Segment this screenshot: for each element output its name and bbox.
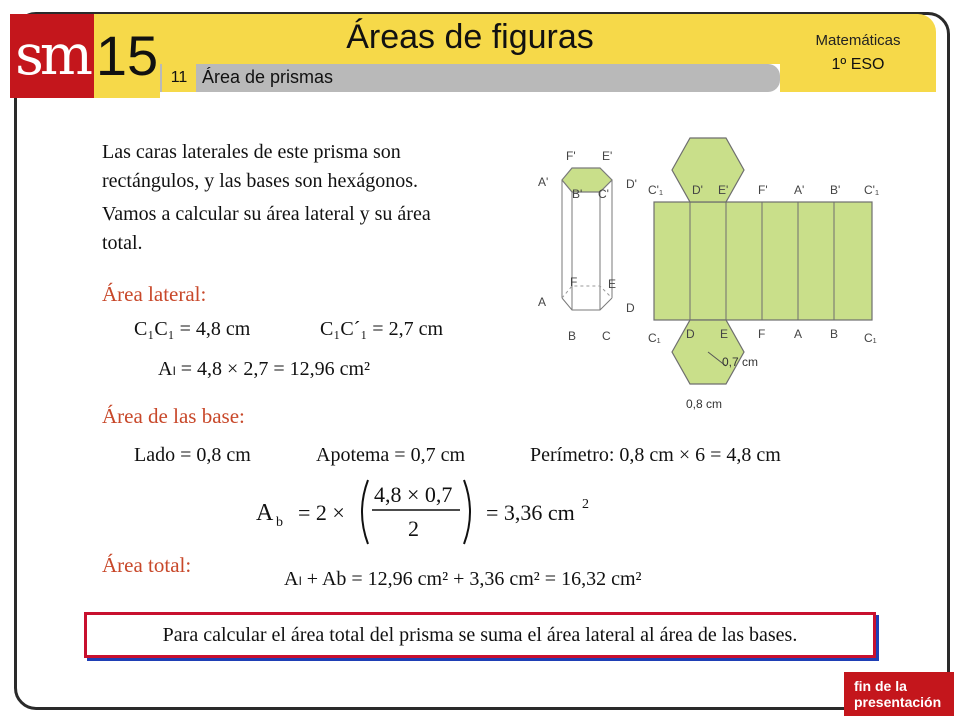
unit-number: 15 bbox=[94, 14, 160, 98]
net-label-b-top: B' bbox=[830, 183, 841, 197]
net-top-hexagon bbox=[672, 138, 744, 202]
prism-label-a: A bbox=[538, 295, 547, 309]
side-label: 0,8 cm bbox=[686, 397, 723, 411]
intro-line-3: Vamos a calcular su área lateral y su área bbox=[102, 203, 431, 225]
intro-line-4: total. bbox=[102, 232, 143, 254]
denominator: 2 bbox=[408, 516, 419, 541]
prism-label-f-top: F' bbox=[566, 149, 576, 163]
base-area-subscript: b bbox=[276, 515, 283, 530]
total-area-formula: Aₗ + Ab = 12,96 cm² + 3,36 cm² = 16,32 cm² bbox=[284, 568, 642, 590]
net-label-e-top: E' bbox=[718, 183, 729, 197]
prism-label-d-top: D' bbox=[626, 177, 637, 191]
course-box bbox=[780, 14, 936, 92]
net-label-b: B bbox=[830, 327, 839, 341]
base-area-result: = 3,36 cm bbox=[486, 500, 575, 525]
left-paren bbox=[362, 480, 368, 544]
summary-text: Para calcular el área total del prisma se suma el área lateral al área de las bases. bbox=[162, 624, 798, 646]
prism-label-b: B bbox=[568, 329, 577, 343]
net-label-c1-top-right: C'₁ bbox=[864, 183, 880, 197]
summary-callout bbox=[84, 612, 876, 658]
prism-label-e-top: E' bbox=[602, 149, 613, 163]
net-label-c1-bot-right: C₁ bbox=[864, 331, 877, 345]
lateral-area-formula: Aₗ = 4,8 × 2,7 = 12,96 cm² bbox=[158, 358, 371, 380]
base-area-exponent: 2 bbox=[582, 497, 589, 512]
height-formula: C₁C´₁ = 2,7 cm bbox=[320, 318, 443, 340]
subject-label: Matemáticas bbox=[815, 32, 901, 49]
net-lateral-faces bbox=[654, 202, 872, 320]
net-label-a-top: A' bbox=[794, 183, 805, 197]
end-button-line-1: fin de la bbox=[854, 678, 907, 694]
base-area-symbol: A bbox=[256, 500, 274, 526]
intro-line-1: Las caras laterales de este prisma son bbox=[102, 141, 401, 163]
net-label-f: F bbox=[758, 327, 766, 341]
net-label-e: E bbox=[720, 327, 729, 341]
intro-line-2: rectángulos, y las bases son hexágonos. bbox=[102, 170, 419, 192]
prism-label-a-top: A' bbox=[538, 175, 549, 189]
apothem-length: Apotema = 0,7 cm bbox=[316, 444, 466, 466]
prism-label-b-top: B' bbox=[572, 187, 583, 201]
section-title: Área de prismas bbox=[202, 67, 334, 87]
course-label: 1º ESO bbox=[831, 56, 885, 73]
base-area-formula bbox=[250, 474, 600, 550]
prism-label-c-top: C' bbox=[598, 187, 609, 201]
net-label-f-top: F' bbox=[758, 183, 768, 197]
lateral-area-heading: Área lateral: bbox=[102, 282, 207, 306]
apothem-label: 0,7 cm bbox=[722, 355, 759, 369]
net-label-d-top: D' bbox=[692, 183, 703, 197]
end-presentation-button[interactable] bbox=[844, 672, 954, 716]
perimeter-formula: Perímetro: 0,8 cm × 6 = 4,8 cm bbox=[530, 444, 781, 466]
end-button-line-2: presentación bbox=[854, 694, 942, 710]
net-label-d: D bbox=[686, 327, 695, 341]
net-label-a: A bbox=[794, 327, 803, 341]
numerator: 4,8 × 0,7 bbox=[374, 482, 453, 507]
prism-label-d: D bbox=[626, 301, 635, 315]
prism-label-c: C bbox=[602, 329, 611, 343]
net-label-c1-bot-left: C₁ bbox=[648, 331, 661, 345]
prism-label-e: E bbox=[608, 277, 617, 291]
publisher-logo: sm bbox=[10, 14, 94, 98]
side-length: Lado = 0,8 cm bbox=[134, 444, 251, 466]
edge-length-formula: C₁C₁ = 4,8 cm bbox=[134, 318, 251, 340]
section-number: 11 bbox=[162, 64, 196, 92]
equals-two-times: = 2 × bbox=[298, 500, 345, 525]
net-label-c1-top-left: C'₁ bbox=[648, 183, 664, 197]
prism-label-f: F bbox=[570, 275, 578, 289]
page-title: Áreas de figuras bbox=[346, 18, 594, 56]
right-paren bbox=[464, 480, 470, 544]
prism-and-net-figure bbox=[532, 130, 892, 420]
prism-bottom-front bbox=[562, 298, 612, 310]
base-area-heading: Área de las base: bbox=[102, 404, 245, 428]
total-area-heading: Área total: bbox=[102, 553, 192, 577]
